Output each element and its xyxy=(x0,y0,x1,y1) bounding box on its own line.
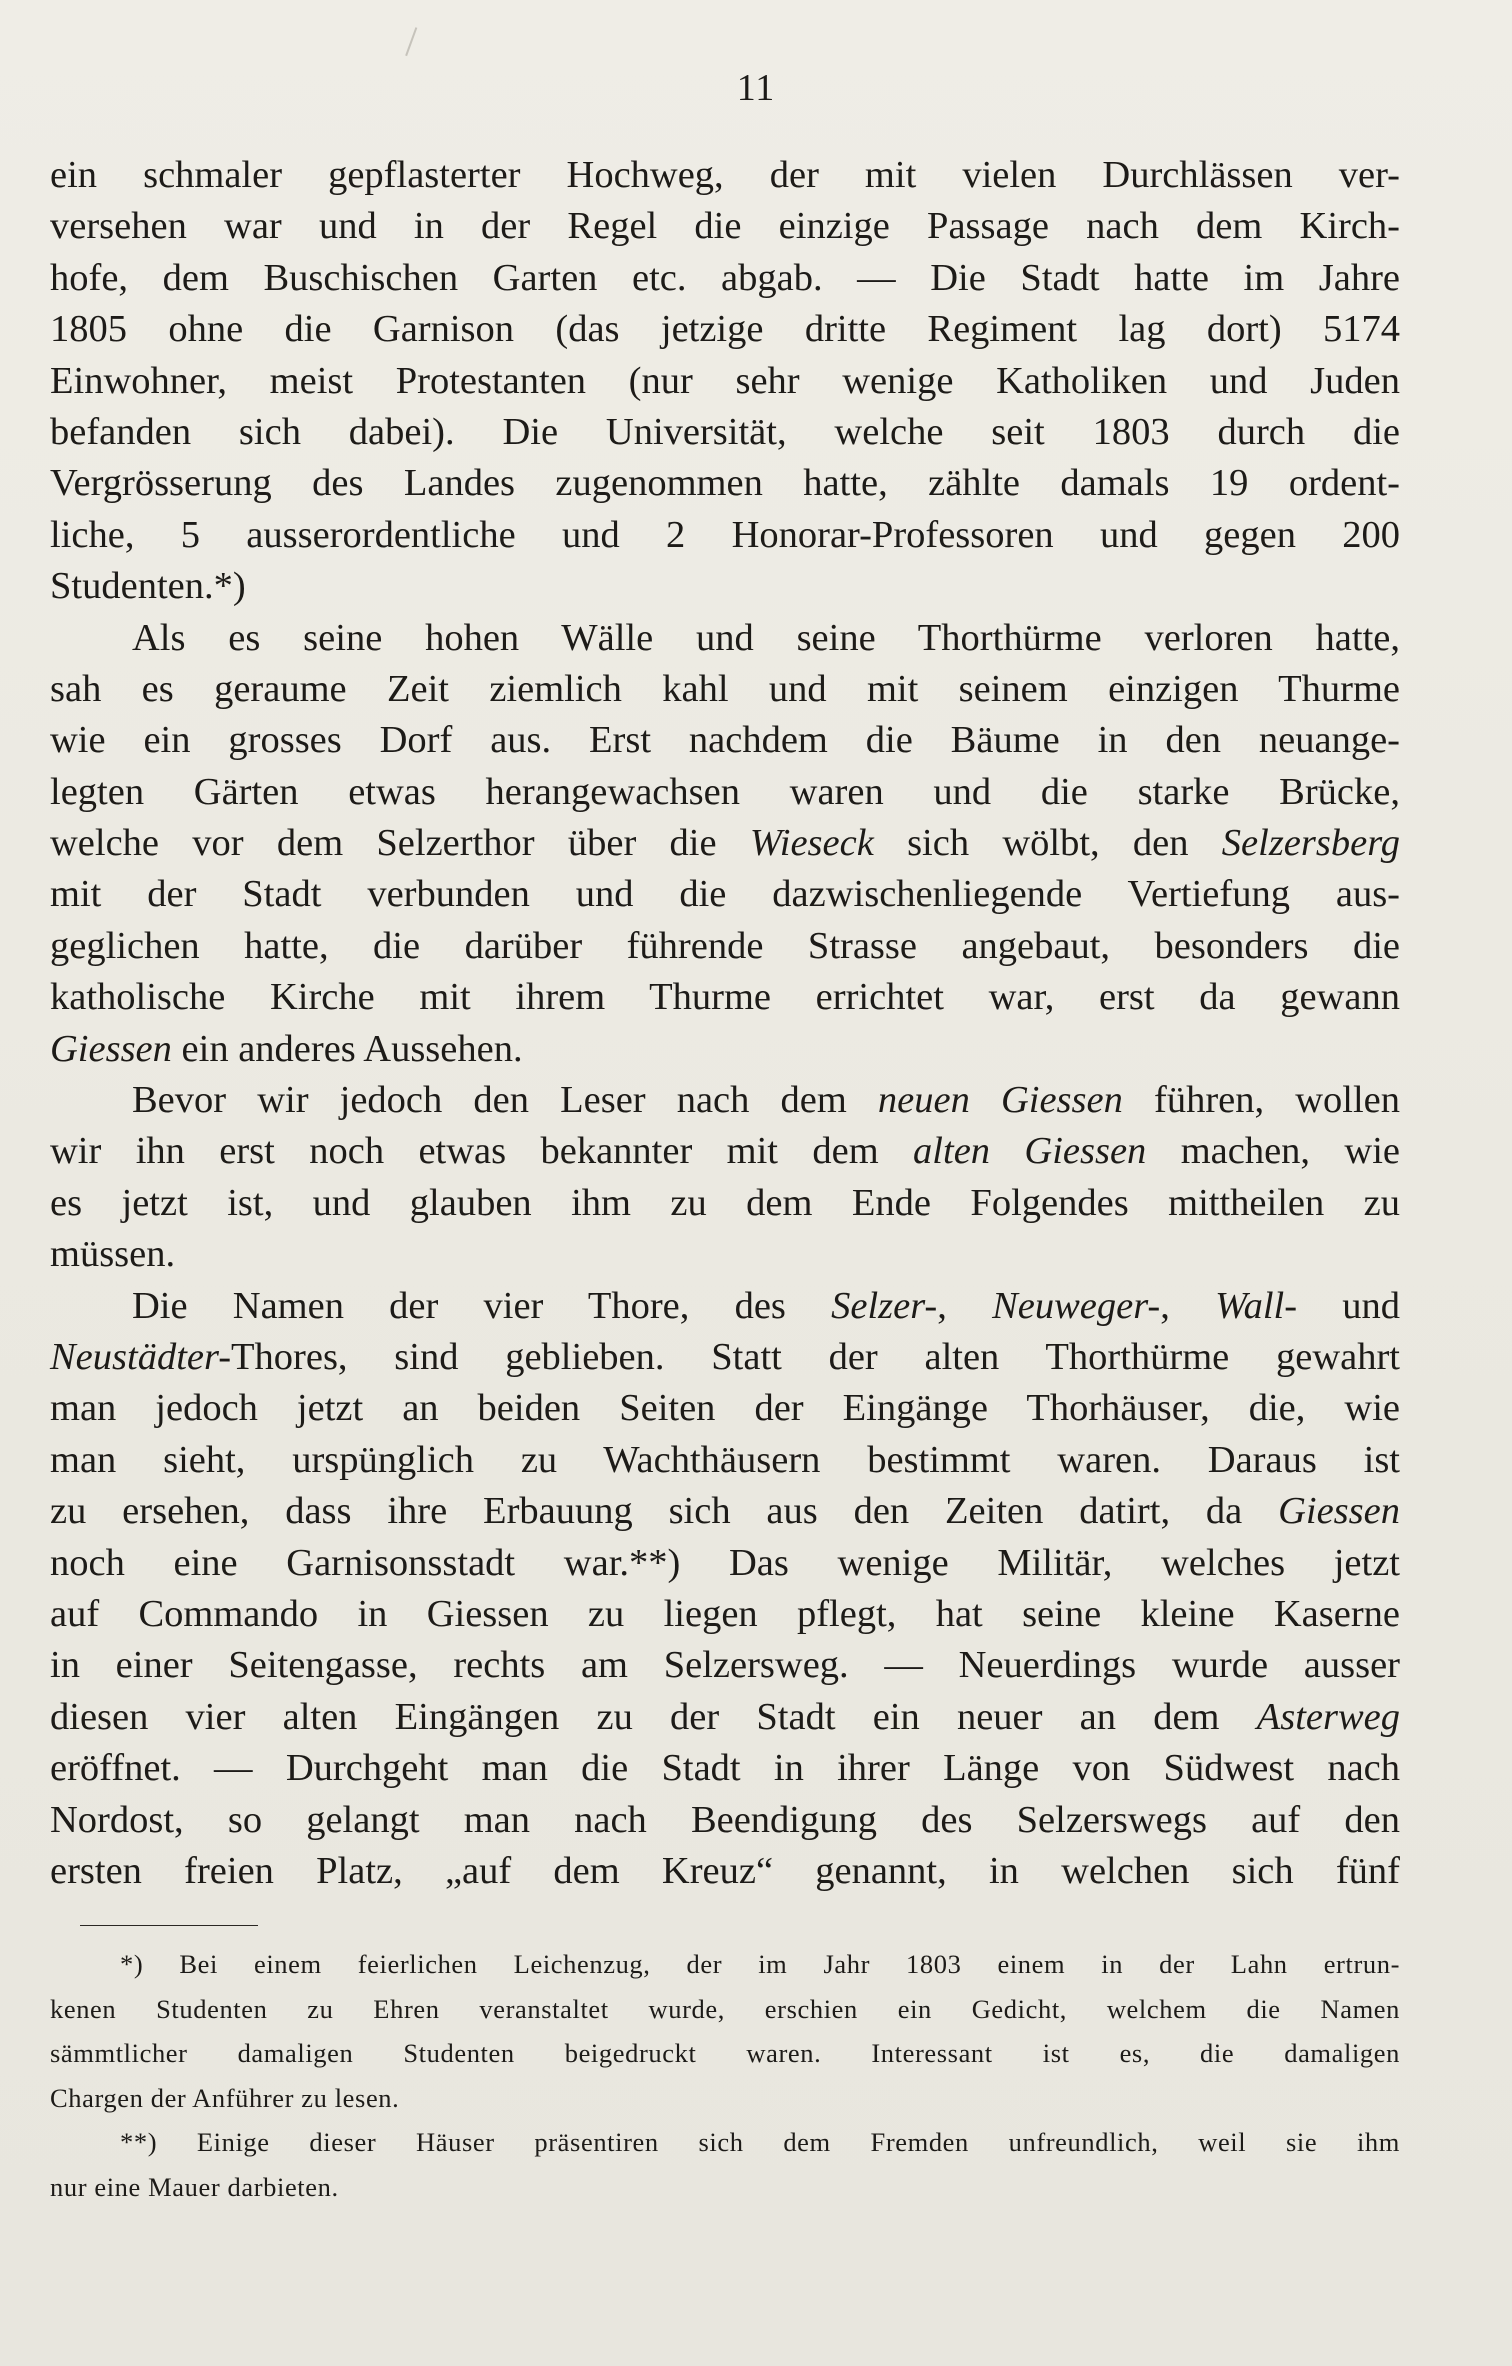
text-line: legten Gärten etwas herangewachsen waren und die starke Brücke, xyxy=(50,770,1400,813)
text-line: zu ersehen, dass ihre Erbauung sich aus den Zeiten datirt, da Giessen xyxy=(50,1490,1400,1533)
footnote-divider xyxy=(80,1925,258,1926)
text-line: man jedoch jetzt an beiden Seiten der Eingänge Thorhäuser, die, wie xyxy=(50,1387,1400,1430)
text-line: wir ihn erst noch etwas bekannter mit dem alten Giessen machen, wie xyxy=(50,1130,1400,1173)
text-line: geglichen hatte, die darüber führende Strasse angebaut, besonders die xyxy=(50,924,1400,967)
text-line: Nordost, so gelangt man nach Beendigung des Selzerswegs auf den xyxy=(50,1798,1400,1841)
text-line: noch eine Garnisonsstadt war.**) Das wenige Militär, welches jetzt xyxy=(50,1541,1400,1584)
text-line: befanden sich dabei). Die Universität, welche seit 1803 durch die xyxy=(50,410,1400,453)
text-line: in einer Seitengasse, rechts am Selzersweg. — Neuerdings wurde ausser xyxy=(50,1644,1400,1687)
text-line: Vergrösserung des Landes zugenommen hatte, zählte damals 19 ordent- xyxy=(50,462,1400,505)
text-line: Als es seine hohen Wälle und seine Thorthürme verloren hatte, xyxy=(132,616,1400,659)
text-line: mit der Stadt verbunden und die dazwischenliegende Vertiefung aus- xyxy=(50,873,1400,916)
footnote-line: Chargen der Anführer zu lesen. xyxy=(50,2082,400,2113)
footnote-line: sämmtlicher damaligen Studenten beigedruckt waren. Interessant ist es, die damaligen xyxy=(50,2038,1400,2068)
text-line: Studenten.*) xyxy=(50,565,246,608)
footnotes xyxy=(50,1942,1400,2209)
text-line: liche, 5 ausserordentliche und 2 Honorar-Professoren und gegen 200 xyxy=(50,513,1400,556)
text-line: ersten freien Platz, „auf dem Kreuz“ genannt, in welchen sich fünf xyxy=(50,1849,1400,1892)
text-line: auf Commando in Giessen zu liegen pflegt, hat seine kleine Kaserne xyxy=(50,1592,1400,1635)
paper-mark xyxy=(405,27,425,59)
main-text xyxy=(50,150,1400,1897)
text-line: katholische Kirche mit ihrem Thurme errichtet war, erst da gewann xyxy=(50,976,1400,1019)
footnote-line: kenen Studenten zu Ehren veranstaltet wurde, erschien ein Gedicht, welchem die Namen xyxy=(50,1993,1400,2024)
text-line: Giessen ein anderes Aussehen. xyxy=(50,1027,523,1070)
text-line: müssen. xyxy=(50,1233,176,1276)
text-line: diesen vier alten Eingängen zu der Stadt ein neuer an dem Asterweg xyxy=(50,1695,1400,1738)
text-line: Neustädter-Thores, sind geblieben. Statt der alten Thorthürme gewahrt xyxy=(50,1335,1400,1378)
text-line: man sieht, urspünglich zu Wachthäusern bestimmt waren. Daraus ist xyxy=(50,1438,1400,1481)
footnote-line: **) Einige dieser Häuser präsentiren sich dem Fremden unfreundlich, weil sie ihm xyxy=(120,2127,1400,2157)
page-number: 11 xyxy=(736,67,776,109)
text-line: wie ein grosses Dorf aus. Erst nachdem die Bäume in den neuange- xyxy=(50,719,1400,762)
text-line: 1805 ohne die Garnison (das jetzige dritte Regiment lag dort) 5174 xyxy=(50,308,1400,351)
text-line: eröffnet. — Durchgeht man die Stadt in ihrer Länge von Südwest nach xyxy=(50,1747,1400,1790)
text-line: welche vor dem Selzerthor über die Wieseck sich wölbt, den Selzersberg xyxy=(50,822,1400,865)
text-line: Bevor wir jedoch den Leser nach dem neuen Giessen führen, wollen xyxy=(132,1079,1401,1122)
footnote-line: *) Bei einem feierlichen Leichenzug, der im Jahr 1803 einem in der Lahn ertrun- xyxy=(120,1949,1400,1979)
text-line: ein schmaler gepflasterter Hochweg, der mit vielen Durchlässen ver- xyxy=(50,154,1400,196)
text-line: es jetzt ist, und glauben ihm zu dem Ende Folgendes mittheilen zu xyxy=(50,1181,1400,1224)
footnote-line: nur eine Mauer darbieten. xyxy=(50,2171,339,2202)
text-line: versehen war und in der Regel die einzige Passage nach dem Kirch- xyxy=(50,205,1400,248)
text-line: sah es geraume Zeit ziemlich kahl und mit seinem einzigen Thurme xyxy=(50,667,1400,710)
text-line: Einwohner, meist Protestanten (nur sehr wenige Katholiken und Juden xyxy=(50,359,1400,402)
text-line: hofe, dem Buschischen Garten etc. abgab. — Die Stadt hatte im Jahre xyxy=(50,256,1400,299)
text-line: Die Namen der vier Thore, des Selzer-, Neuweger-, Wall- und xyxy=(132,1284,1401,1327)
